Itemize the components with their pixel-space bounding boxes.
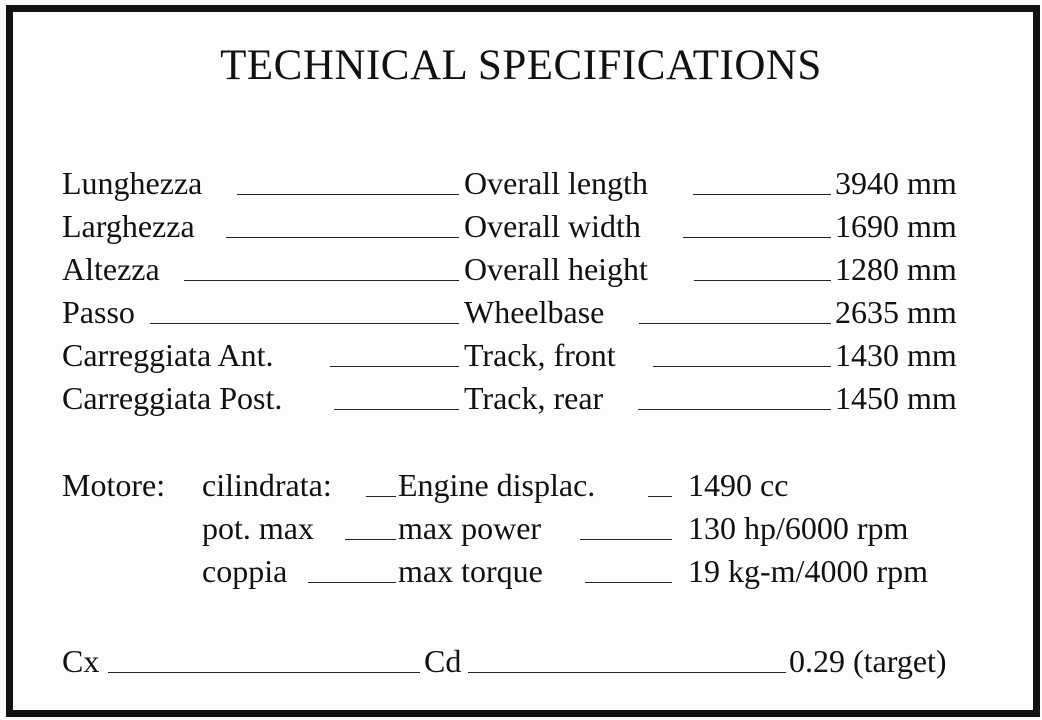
english-label: Overall length (464, 165, 648, 201)
spec-row-length (0, 163, 1042, 203)
leader-line (366, 496, 396, 497)
spec-value: 19 kg-m/4000 rpm (688, 553, 928, 589)
leader-line (330, 366, 459, 367)
italian-label: Carreggiata Post. (62, 380, 283, 416)
italian-label: Altezza (62, 251, 160, 287)
leader-line (694, 280, 831, 281)
italian-label: Cx (62, 643, 100, 679)
spec-row-track-rear (0, 378, 1042, 418)
spec-row-track-front (0, 335, 1042, 375)
italian-label: coppia (202, 553, 288, 589)
spec-value: 1430 mm (835, 337, 957, 373)
leader-line (468, 672, 786, 673)
leader-line (226, 237, 459, 238)
spec-row-height (0, 249, 1042, 289)
italian-label: Carreggiata Ant. (62, 337, 274, 373)
leader-line (693, 194, 831, 195)
leader-line (639, 323, 831, 324)
spec-value: 1690 mm (835, 208, 957, 244)
leader-line (108, 672, 420, 673)
spec-value: 0.29 (target) (789, 643, 947, 679)
engine-label: Motore: (62, 467, 166, 503)
english-label: Overall width (464, 208, 641, 244)
leader-line (653, 366, 831, 367)
spec-row-wheelbase (0, 292, 1042, 332)
leader-line (150, 323, 459, 324)
english-label: Engine displac. (398, 467, 596, 503)
engine-row-torque (0, 551, 1042, 591)
italian-label: Passo (62, 294, 135, 330)
italian-label: Lunghezza (62, 165, 203, 201)
engine-row-displacement (0, 465, 1042, 505)
english-label: Track, rear (464, 380, 604, 416)
spec-value: 2635 mm (835, 294, 957, 330)
leader-line (334, 409, 459, 410)
english-label: Track, front (464, 337, 616, 373)
leader-line (638, 409, 831, 410)
spec-value: 130 hp/6000 rpm (688, 510, 909, 546)
spec-row-width (0, 206, 1042, 246)
leader-line (345, 539, 396, 540)
english-label: Wheelbase (464, 294, 605, 330)
leader-line (580, 539, 672, 540)
leader-line (308, 582, 396, 583)
italian-label: cilindrata: (202, 467, 332, 503)
leader-line (184, 280, 459, 281)
spec-value: 1490 cc (688, 467, 789, 503)
page-title: TECHNICAL SPECIFICATIONS (220, 42, 822, 89)
spec-value: 3940 mm (835, 165, 957, 201)
english-label: max power (398, 510, 542, 546)
italian-label: pot. max (202, 510, 314, 546)
spec-value: 1450 mm (835, 380, 957, 416)
italian-label: Larghezza (62, 208, 195, 244)
engine-row-power (0, 508, 1042, 548)
english-label: max torque (398, 553, 543, 589)
english-label: Overall height (464, 251, 648, 287)
drag-coefficient-row (0, 641, 1042, 681)
leader-line (585, 582, 672, 583)
leader-line (648, 496, 672, 497)
english-label: Cd (424, 643, 462, 679)
leader-line (683, 237, 831, 238)
leader-line (237, 194, 459, 195)
spec-value: 1280 mm (835, 251, 957, 287)
